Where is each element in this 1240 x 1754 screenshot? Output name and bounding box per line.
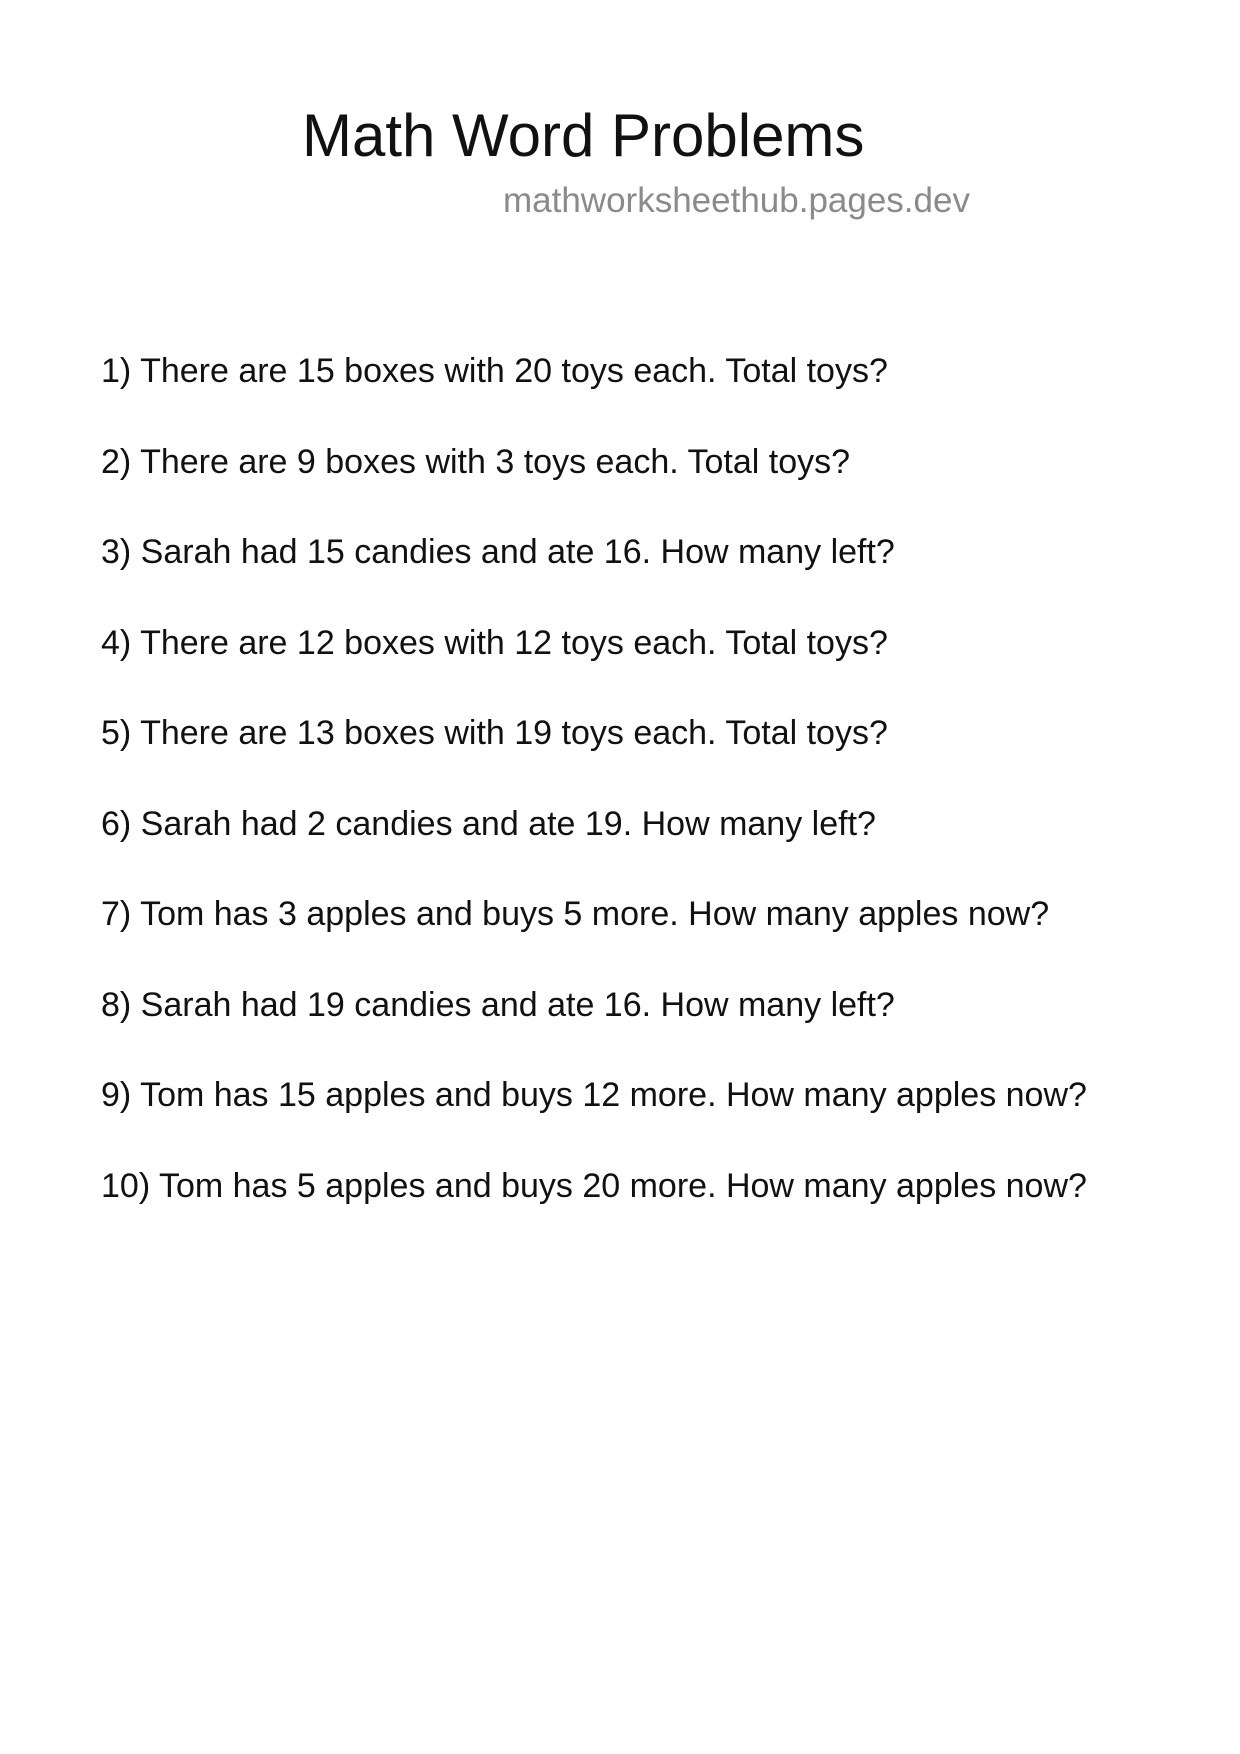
problem-8: 8) Sarah had 19 candies and ate 16. How many left? <box>101 985 895 1024</box>
problem-6: 6) Sarah had 2 candies and ate 19. How many left? <box>101 804 876 843</box>
worksheet-title: Math Word Problems <box>302 102 865 169</box>
problem-list <box>101 348 1087 1253</box>
problem-4: 4) There are 12 boxes with 12 toys each. Total toys? <box>101 623 888 662</box>
problem-1: 1) There are 15 boxes with 20 toys each. Total toys? <box>101 352 888 390</box>
problem-3: 3) Sarah had 15 candies and ate 16. How many left? <box>101 533 895 571</box>
problem-9: 9) Tom has 15 apples and buys 12 more. How many apples now? <box>101 1076 1087 1114</box>
problem-2: 2) There are 9 boxes with 3 toys each. Total toys? <box>101 442 851 481</box>
site-url: mathworksheethub.pages.dev <box>503 181 970 220</box>
problem-5: 5) There are 13 boxes with 19 toys each. Total toys? <box>101 714 888 752</box>
problem-10: 10) Tom has 5 apples and buys 20 more. How many apples now? <box>101 1166 1087 1205</box>
problem-7: 7) Tom has 3 apples and buys 5 more. How many apples now? <box>101 895 1050 933</box>
